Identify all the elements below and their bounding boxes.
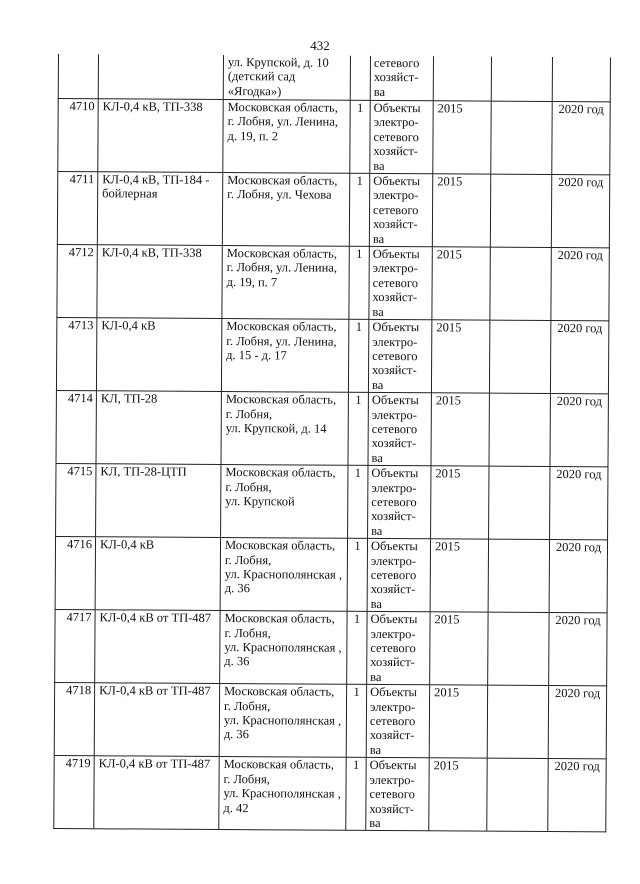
cell-qty: 1 [347,611,367,684]
cell-address: Московская область, г. Лобня, ул. Крупской [221,465,348,539]
cell-empty [489,320,550,393]
cell-due: 2020 год [550,467,608,540]
table-row [57,245,609,321]
cell-name: КЛ-0,4 кВ [95,537,220,611]
cell-num: 4716 [55,537,95,610]
cell-empty [487,758,548,831]
table-row [55,537,607,613]
cell-qty [350,56,370,101]
cell-year: 2015 [432,247,490,320]
cell-qty: 1 [349,246,369,319]
cell-num: 4715 [56,464,96,537]
table-row [57,172,609,248]
cell-category: Объекты электро- сетевого хозяйст- ва [370,100,433,173]
cell-qty: 1 [346,758,366,831]
cell-num: 4710 [58,99,98,172]
cell-year: 2015 [431,320,489,393]
cell-year [433,56,491,101]
cell-due [552,57,610,102]
cell-empty [487,685,548,758]
cell-empty [491,57,552,102]
cell-num: 4719 [54,756,94,829]
cell-empty [491,101,552,174]
cell-due: 2020 год [550,394,608,467]
table-body [54,54,611,832]
cell-qty: 1 [350,100,370,173]
cell-num: 4713 [56,318,96,391]
cell-empty [488,612,549,685]
cell-category: Объекты электро- сетевого хозяйст- ва [367,612,430,685]
cell-year: 2015 [433,101,491,174]
cell-address: Московская область, г. Лобня, ул. Ленина, д. 15 - д. 17 [221,319,348,393]
cell-due: 2020 год [551,248,609,321]
cell-address: Московская область, г. Лобня, ул. Ленина, д. 19, п. 7 [222,246,349,320]
cell-due: 2020 год [549,613,607,686]
page-number: 432 [310,38,330,53]
cell-qty: 1 [349,173,369,246]
cell-num: 4717 [55,610,95,683]
cell-category: Объекты электро- сетевого хозяйст- ва [366,685,429,758]
cell-category: Объекты электро- сетевого хозяйст- ва [369,173,432,246]
cell-name: КЛ-0,4 кВ, ТП-338 [97,245,222,319]
cell-due: 2020 год [548,686,606,759]
cell-year: 2015 [429,758,487,831]
cell-address: Московская область, г. Лобня, ул. Краснополянская , д. 36 [220,611,347,685]
table-row [54,756,606,832]
cell-empty [488,539,549,612]
cell-address: Московская область, г. Лобня, ул. Крупской, д. 14 [221,392,348,466]
cell-due: 2020 год [552,102,610,175]
cell-qty: 1 [348,465,368,538]
cell-num: 4714 [56,391,96,464]
cell-qty: 1 [346,685,366,758]
cell-name: КЛ-0,4 кВ, ТП-184 - бойлерная [97,172,222,246]
cell-category: Объекты электро- сетевого хозяйст- ва [366,758,429,831]
cell-address: Московская область, г. Лобня, ул. Чехова [222,173,349,247]
table-row [54,683,606,759]
cell-num: 4712 [57,245,97,318]
cell-category: сетевого хозяйст- ва [370,56,433,101]
cell-year: 2015 [432,174,490,247]
table-row [56,391,608,467]
cell-name [98,54,223,99]
cell-due: 2020 год [549,540,607,613]
cell-name: КЛ-0,4 кВ от ТП-487 [94,683,219,757]
cell-category: Объекты электро- сетевого хозяйст- ва [367,539,430,612]
cell-qty: 1 [347,538,367,611]
cell-qty: 1 [348,319,368,392]
cell-year: 2015 [431,466,489,539]
table-row [56,464,608,540]
cell-address: Московская область, г. Лобня, ул. Краснополянская , д. 36 [220,538,347,612]
table-row [56,318,608,394]
cell-name: КЛ-0,4 кВ от ТП-487 [95,610,220,684]
cell-due: 2020 год [548,759,606,832]
cell-year: 2015 [430,539,488,612]
registry-table-wrap [53,54,610,833]
table-row [55,610,607,686]
cell-empty [490,174,551,247]
cell-name: КЛ-0,4 кВ от ТП-487 [94,756,219,830]
cell-num: 4718 [54,683,94,756]
cell-category: Объекты электро- сетевого хозяйст- ва [369,246,432,319]
cell-name: КЛ, ТП-28 [96,391,221,465]
cell-due: 2020 год [550,321,608,394]
cell-empty [489,393,550,466]
cell-category: Объекты электро- сетевого хозяйст- ва [368,466,431,539]
cell-due: 2020 год [551,175,609,248]
cell-name: КЛ-0,4 кВ [96,318,221,392]
cell-num [58,54,98,99]
cell-name: КЛ, ТП-28-ЦТП [96,464,221,538]
cell-address: Московская область, г. Лобня, ул. Ленина, д. 19, п. 2 [223,100,350,174]
cell-name: КЛ-0,4 кВ, ТП-338 [98,99,223,173]
cell-category: Объекты электро- сетевого хозяйст- ва [368,393,431,466]
table-row [58,99,610,175]
cell-category: Объекты электро- сетевого хозяйст- ва [368,319,431,392]
cell-address: Московская область, г. Лобня, ул. Краснополянская , д. 36 [219,684,346,758]
table-row-continuation [58,54,610,102]
cell-address: Московская область, г. Лобня, ул. Краснополянская , д. 42 [219,757,346,831]
registry-table [53,54,611,833]
cell-empty [489,466,550,539]
cell-empty [490,247,551,320]
cell-qty: 1 [348,392,368,465]
cell-year: 2015 [429,685,487,758]
cell-address: ул. Крупской, д. 10 (детский сад «Ягодка») [223,55,350,100]
cell-year: 2015 [431,393,489,466]
cell-year: 2015 [430,612,488,685]
cell-num: 4711 [57,172,97,245]
